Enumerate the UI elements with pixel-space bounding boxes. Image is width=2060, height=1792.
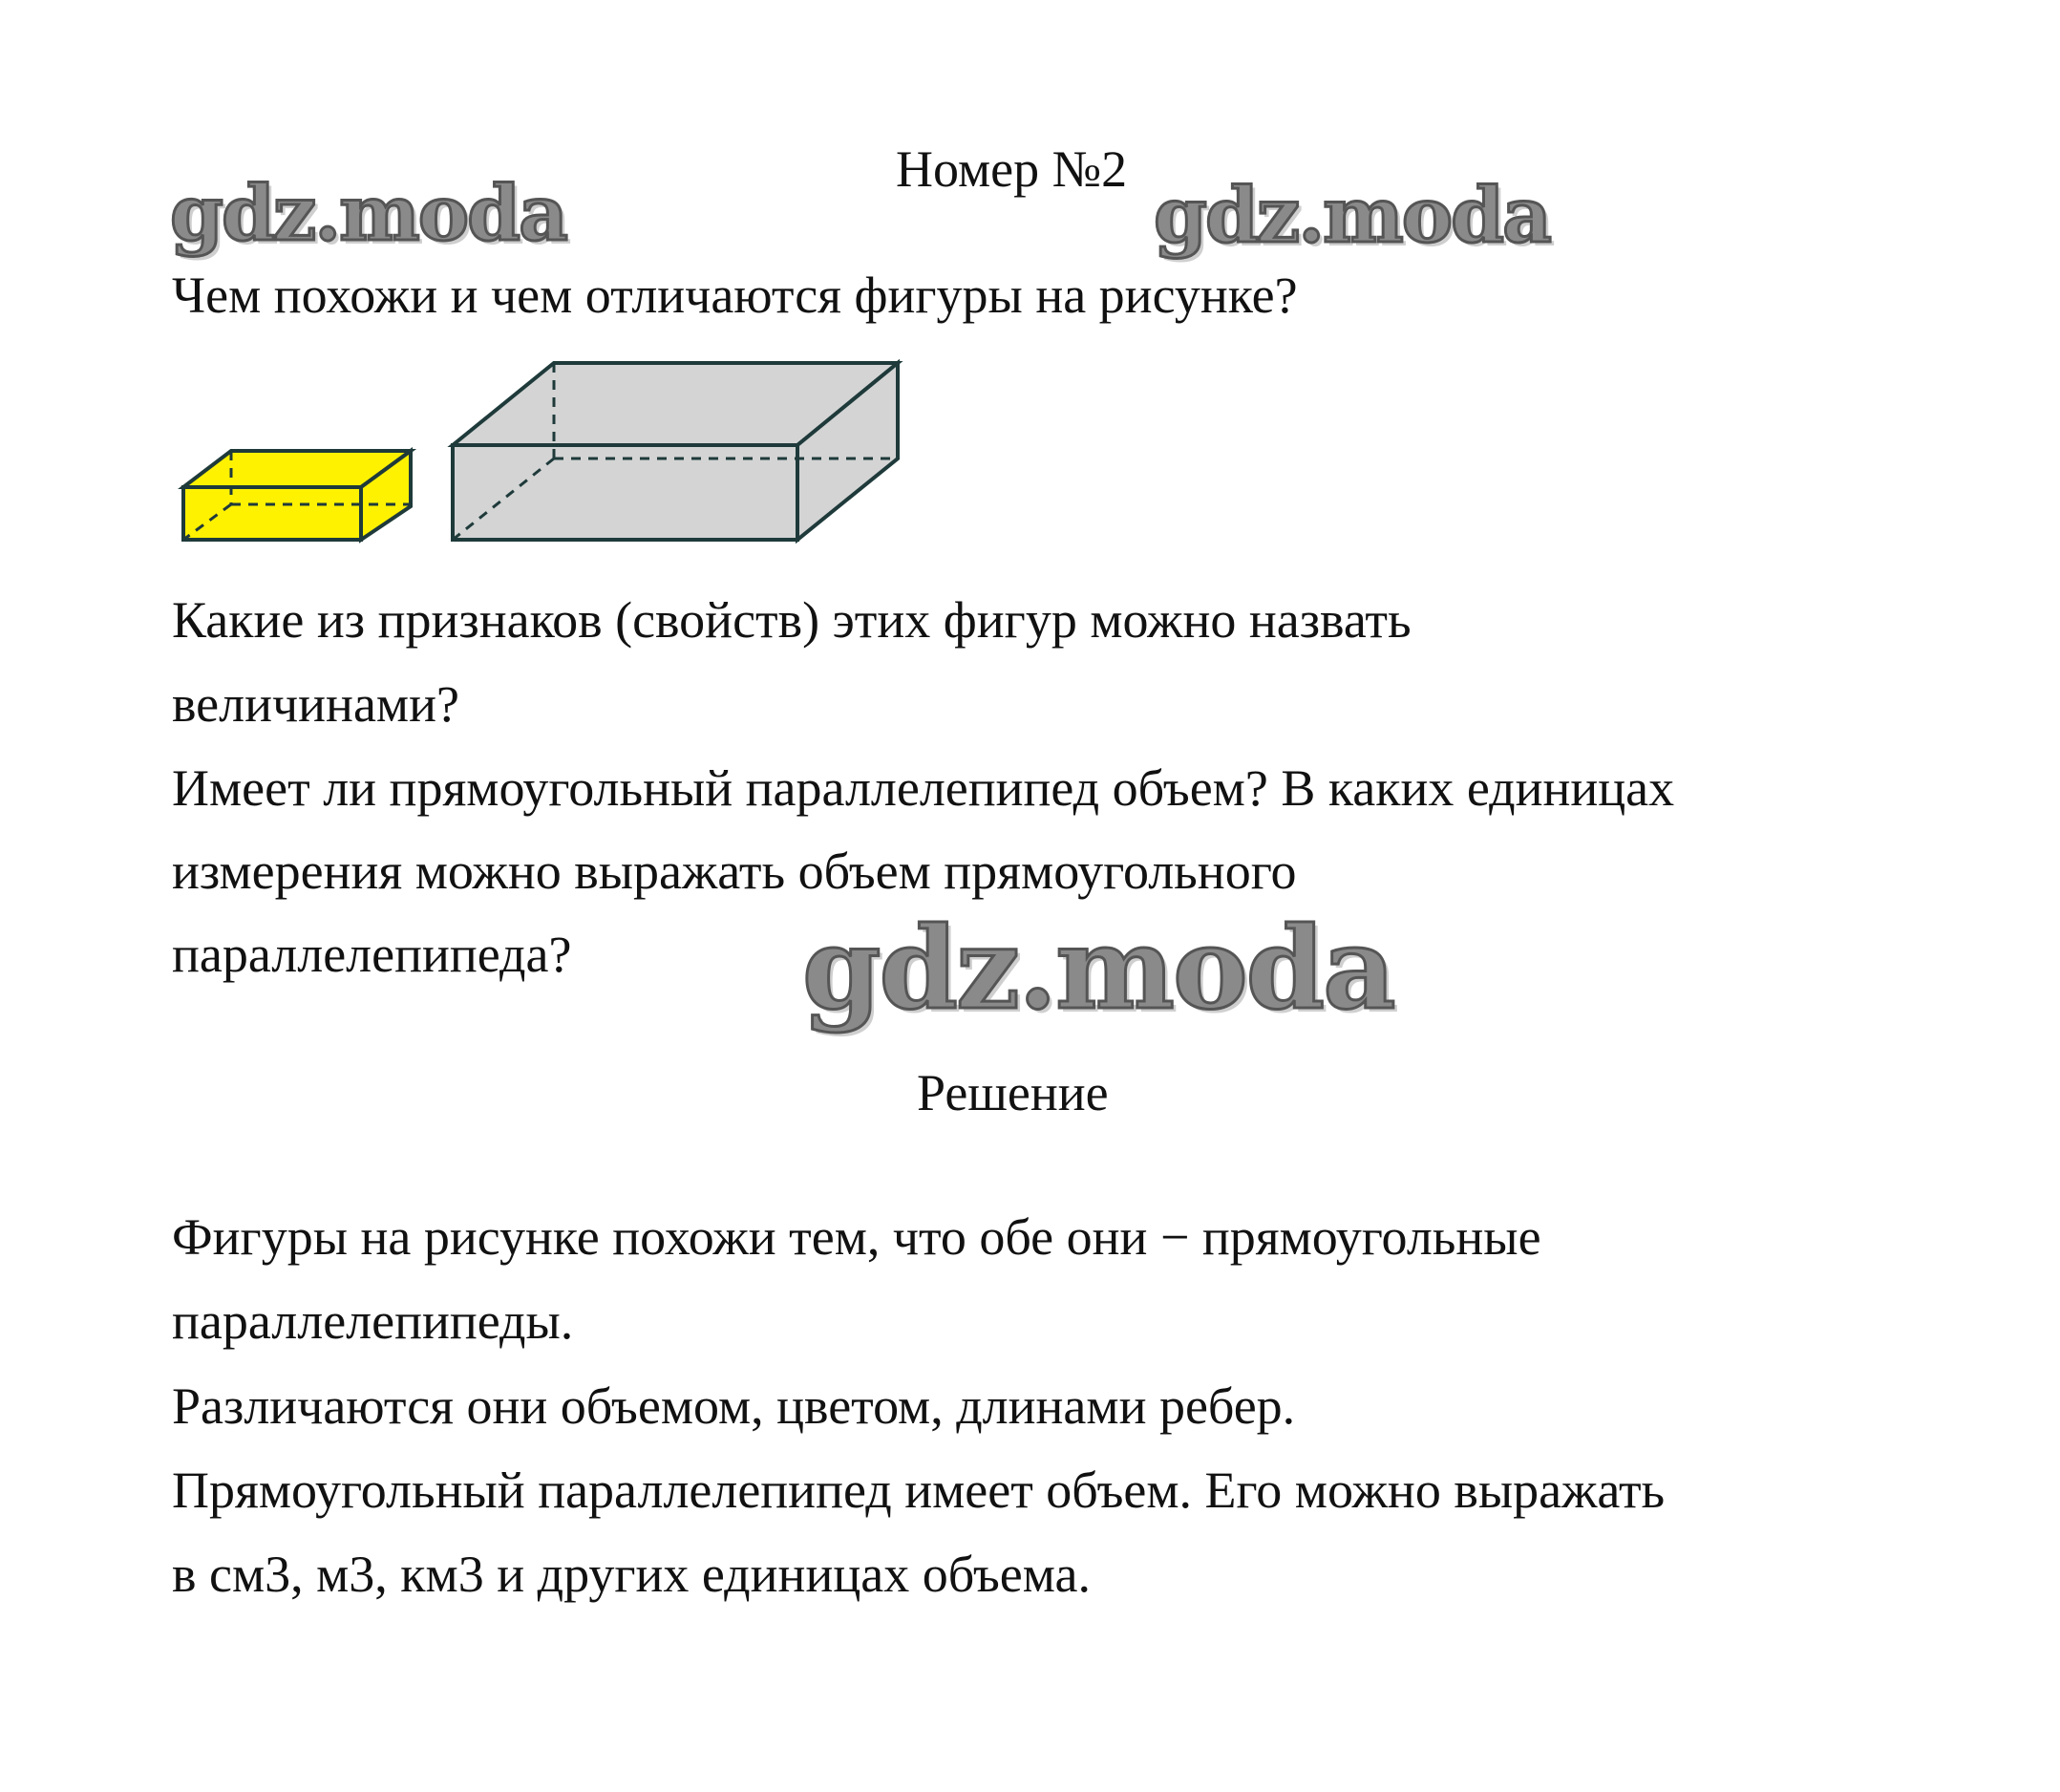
question-line: параллелепипеда? — [172, 926, 572, 983]
page-title: Номер №2 — [896, 140, 1128, 198]
solution-line: Прямоугольный параллелепипед имеет объем. Его можно выражать — [172, 1461, 1666, 1519]
question-line: Чем похожи и чем отличаются фигуры на рисунке? — [172, 267, 1298, 324]
question-line: Имеет ли прямоугольный параллелепипед объем? В каких единицах — [172, 759, 1675, 817]
parallelepipeds-figure — [172, 344, 917, 554]
solution-line: Различаются они объемом, цветом, длинами ребер. — [172, 1377, 1296, 1435]
question-line: Какие из признаков (свойств) этих фигур можно назвать — [172, 591, 1412, 649]
solution-line: в см3, м3, км3 и других единицах объема. — [172, 1546, 1092, 1603]
small-yellow-box — [183, 451, 411, 540]
solution-line: Фигуры на рисунке похожи тем, что обе они − прямоугольные — [172, 1208, 1541, 1266]
solution-heading: Решение — [917, 1064, 1109, 1121]
question-line: величинами? — [172, 675, 459, 733]
watermark-logo: gdz.moda — [170, 168, 566, 258]
watermark-logo: gdz.moda — [802, 902, 1394, 1035]
large-grey-box — [453, 363, 898, 540]
question-line: измерения можно выражать объем прямоугольного — [172, 843, 1297, 900]
watermark-logo: gdz.moda — [1154, 170, 1550, 260]
small-box-front-face — [183, 487, 361, 540]
solution-line: параллелепипеды. — [172, 1292, 574, 1350]
